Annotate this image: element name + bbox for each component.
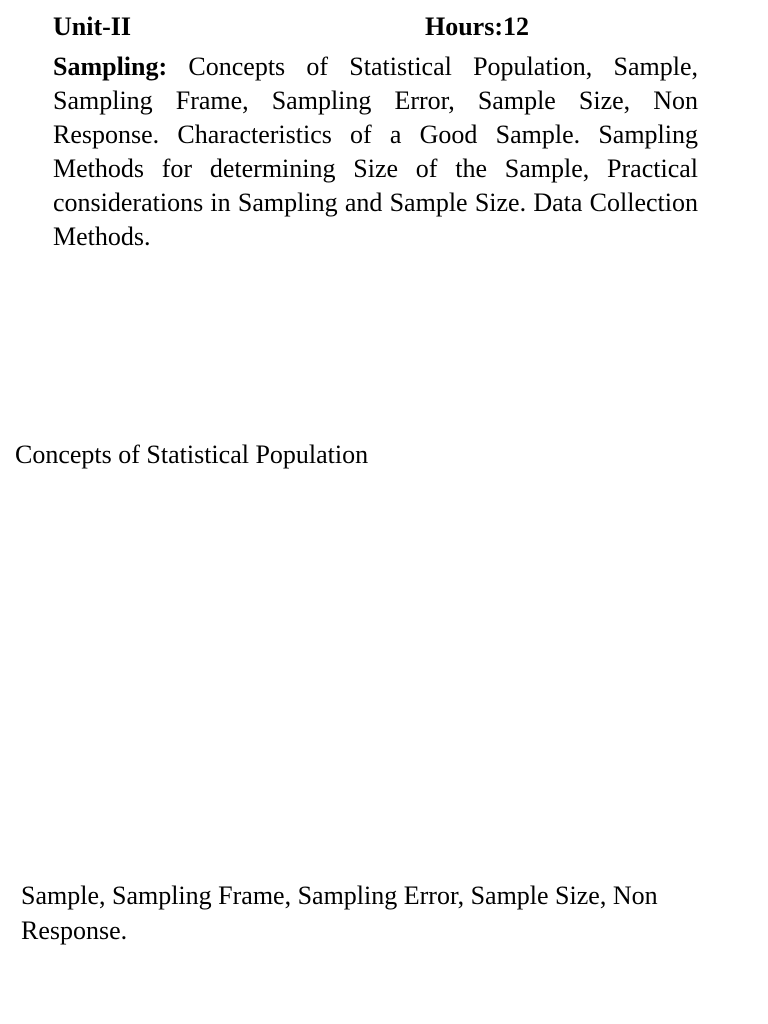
syllabus-text: Concepts of Statistical Population, Sample, Sampling Frame, Sampling Error, Sample Size, Non Response. Characteristics of a Good Sample. Sampling Methods for determining Size of the Sample, Practical considerations in Sampling and Sample Size. Data Collection Methods. <box>53 52 698 251</box>
syllabus-lead: Sampling: <box>53 52 168 81</box>
unit-label: Unit-II <box>53 12 132 41</box>
section-heading-sample: Sample, Sampling Frame, Sampling Error, Sample Size, Non Response. <box>21 881 658 945</box>
syllabus-paragraph <box>53 50 698 254</box>
section-heading-population: Concepts of Statistical Population <box>15 440 369 469</box>
unit-header <box>53 10 698 44</box>
hours-label: Hours:12 <box>425 12 529 41</box>
